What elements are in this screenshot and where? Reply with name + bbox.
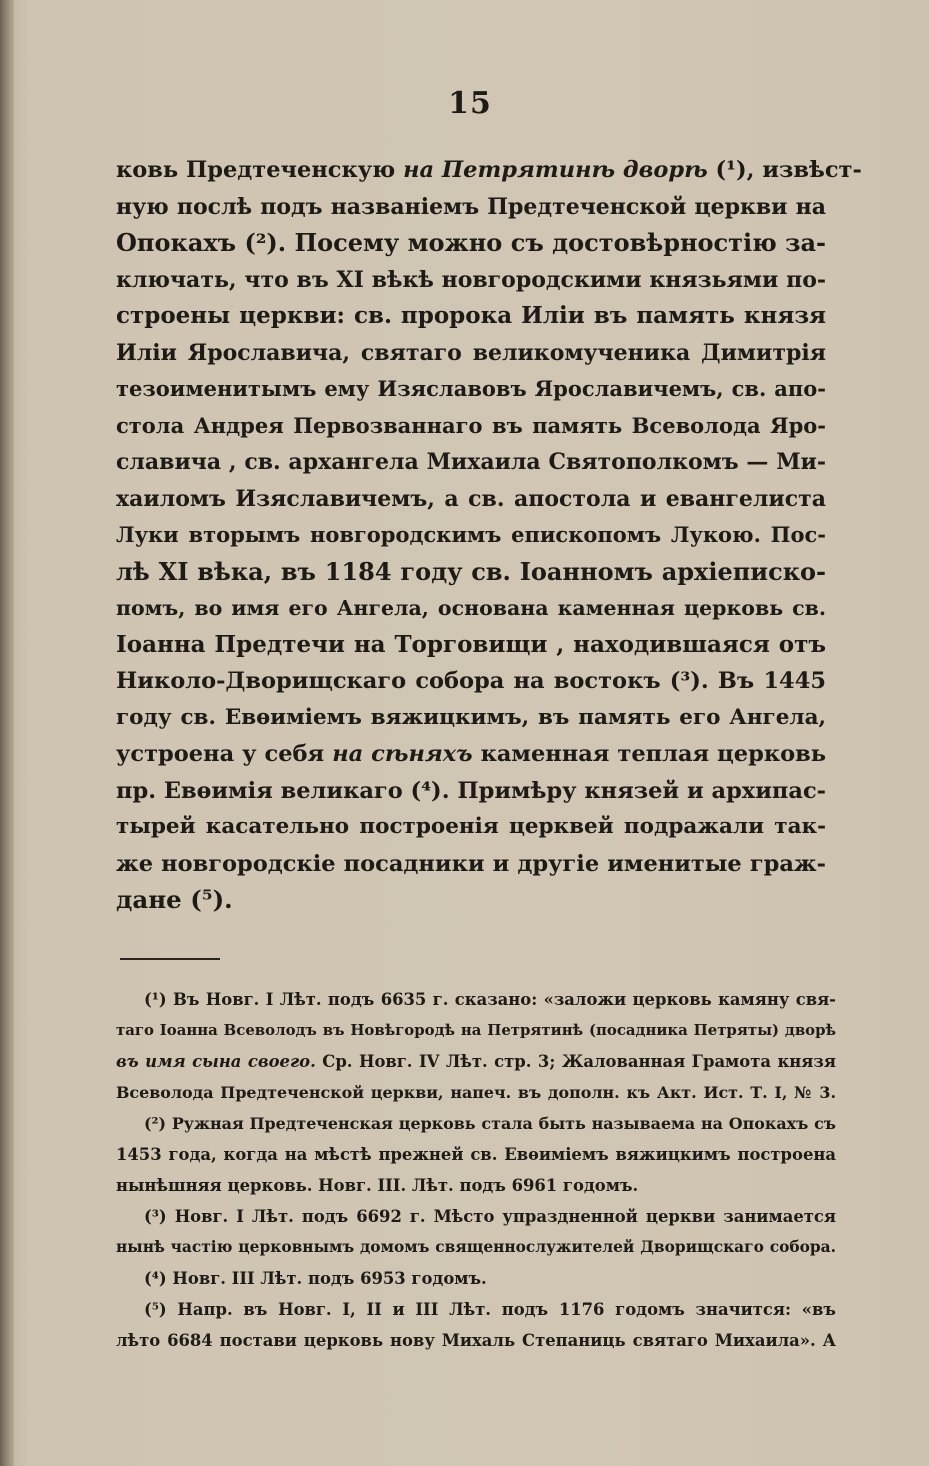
text-line: дане (⁵). [116, 885, 233, 914]
text-line: Иліи Ярославича, святаго великомученика Димитрія [116, 339, 826, 366]
footnote-line: 1453 года, когда на мѣстѣ прежней св. Евѳиміемъ вяжицкимъ построена [116, 1145, 836, 1164]
text-line: помъ, во имя его Ангела, основана каменная церковь св. [116, 596, 826, 620]
text-line: ковь Предтеченскую на Петрятинѣ дворѣ (¹), извѣст- [116, 157, 862, 183]
text-line: славича , св. архангела Михаила Святополкомъ — Ми- [116, 449, 826, 475]
main-text [116, 152, 862, 919]
text-line: пр. Евѳимія великаго (⁴). Примѣру князей и архипас- [116, 777, 826, 804]
text-line: устроена у себя на сѣняхъ каменная теплая церковь [116, 741, 827, 767]
footnote-line: (⁵) Напр. въ Новг. I, II и III Лѣт. подъ 1176 годомъ значится: «въ [144, 1300, 836, 1319]
text-line: строены церкви: св. пророка Иліи въ память князя [116, 302, 826, 329]
footnote-line: (³) Новг. I Лѣт. подъ 6692 г. Мѣсто упраздненной церкви занимается [144, 1207, 836, 1226]
footnote-line: въ имя сына своего. Ср. Новг. IV Лѣт. стр. 3; Жалованная Грамота князя [116, 1052, 836, 1071]
text-line: ключать, что въ XI вѣкѣ новгородскими князьями по- [116, 266, 826, 293]
text-line: же новгородскіе посадники и другіе именитые граж- [116, 850, 826, 877]
footnote-line: (⁴) Новг. III Лѣт. подъ 6953 годомъ. [144, 1269, 487, 1288]
footnote-line: Всеволода Предтеченской церкви, напеч. въ дополн. къ Акт. Ист. Т. I, № 3. [116, 1083, 836, 1102]
text-line: Іоанна Предтечи на Торговищи , находившаяся отъ [116, 630, 826, 658]
footnote-line: нынѣшняя церковь. Новг. III. Лѣт. подъ 6961 годомъ. [116, 1176, 639, 1195]
footnote-divider [120, 958, 220, 960]
text-line: тезоименитымъ ему Изяславовъ Ярославичемъ, св. апо- [116, 376, 826, 401]
footnote-line: лѣто 6684 постави церковь нову Михаль Степаниць святаго Михаила». А [116, 1331, 836, 1350]
footnote-line: (¹) Въ Новг. I Лѣт. подъ 6635 г. сказано: «заложи церковь камяну свя- [144, 990, 836, 1009]
book-spine-shadow [0, 0, 14, 1466]
text-line: ную послѣ подъ названіемъ Предтеченской церкви на [116, 193, 826, 220]
footnote-line: (²) Ружная Предтеченская церковь стала быть называема на Опокахъ съ [144, 1114, 836, 1133]
text-line: тырей касательно построенія церквей подражали так- [116, 814, 826, 839]
text-line: хаиломъ Изяславичемъ, а св. апостола и евангелиста [116, 485, 826, 512]
text-line: Николо-Дворищскаго собора на востокъ (³). Въ 1445 [116, 668, 826, 694]
page-number: 15 [448, 86, 492, 121]
text-line: лѣ XI вѣка, въ 1184 году св. Іоанномъ архіеписко- [116, 556, 826, 586]
text-line: году св. Евѳиміемъ вяжицкимъ, въ память его Ангела, [116, 704, 826, 730]
text-line: Опокахъ (²). Посему можно съ достовѣрностію за- [116, 228, 826, 257]
footnote-line: таго Іоанна Всеволодъ въ Новѣгородѣ на Петрятинѣ (посадника Петряты) дворѣ [116, 1021, 836, 1039]
text-line: стола Андрея Первозваннаго въ память Всеволода Яро- [116, 412, 826, 438]
footnotes [116, 984, 836, 1356]
text-line: Луки вторымъ новгородскимъ епископомъ Лукою. Пос- [116, 522, 826, 547]
footnote-line: нынѣ частію церковнымъ домомъ священнослужителей Дворищскаго собора. [116, 1238, 836, 1256]
